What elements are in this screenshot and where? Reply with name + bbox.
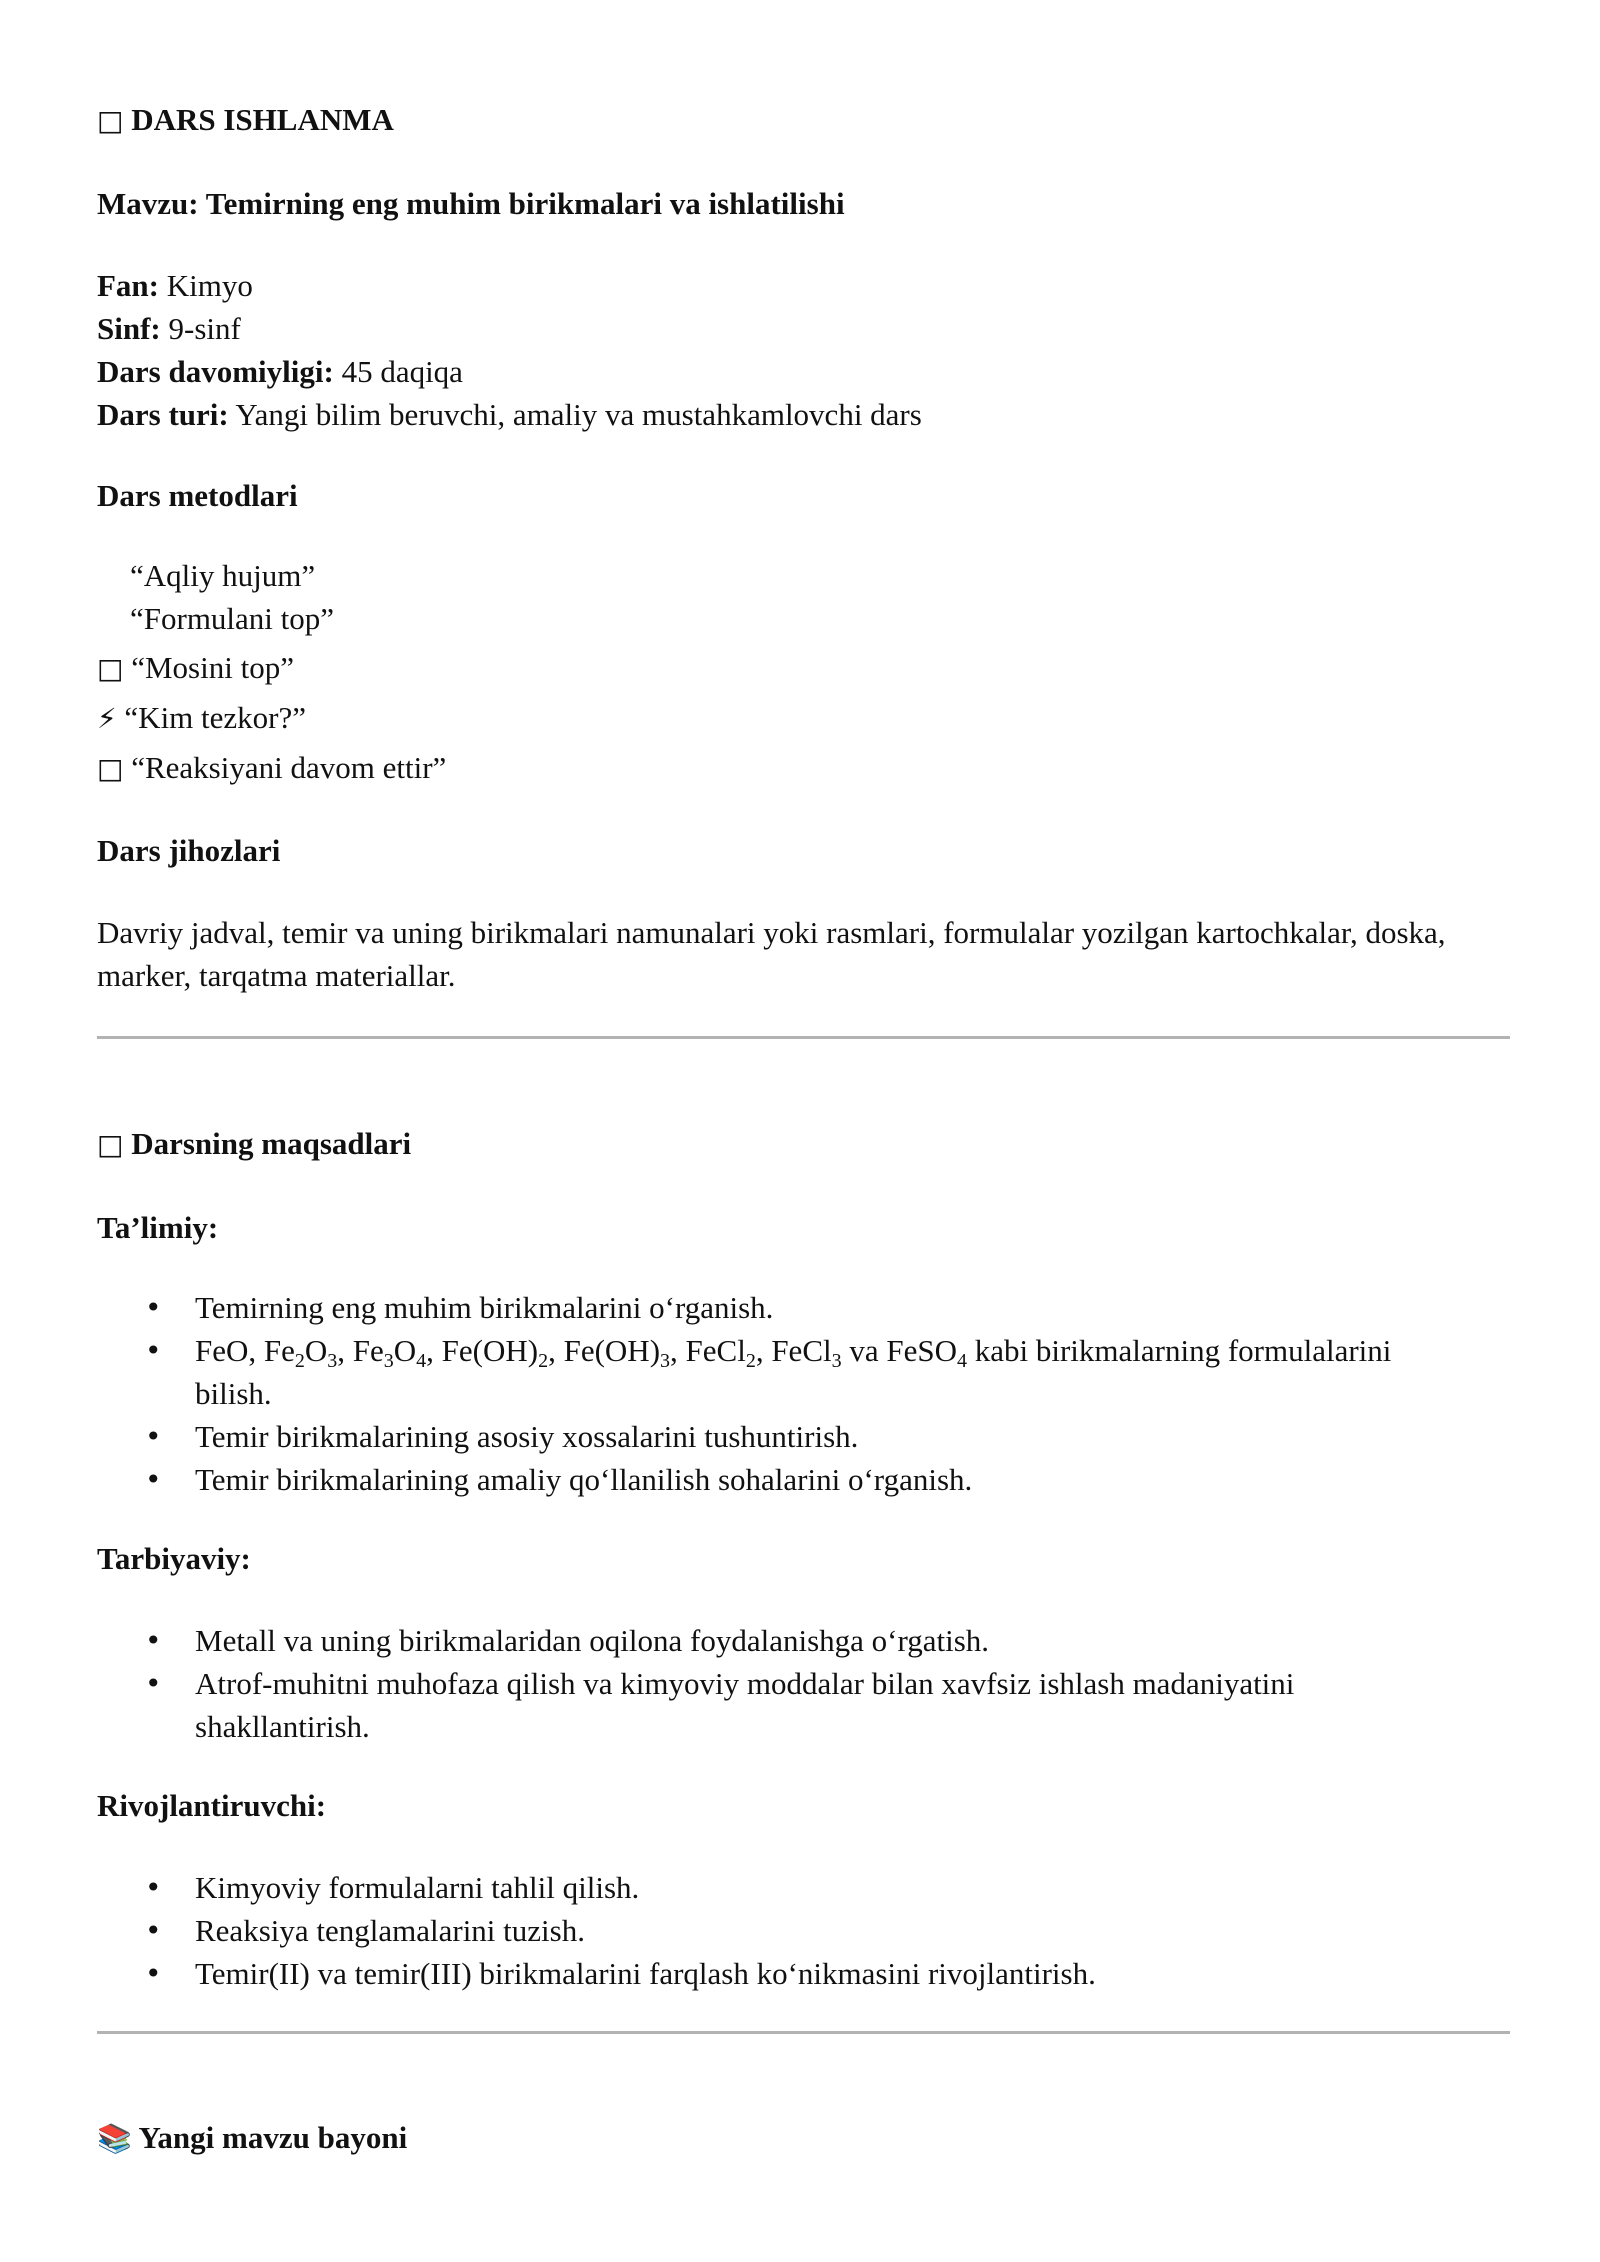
books-icon: 📚 xyxy=(97,2122,132,2155)
topic-label: Mavzu: xyxy=(97,186,199,221)
info-subject xyxy=(97,268,253,304)
equipment-heading: Dars jihozlari xyxy=(97,833,281,868)
info-label: Sinf: xyxy=(97,311,161,346)
list-item xyxy=(97,1415,1517,1458)
formula-part: , Fe xyxy=(337,1333,384,1368)
method-item xyxy=(130,601,334,637)
method-item xyxy=(97,700,306,737)
method-text: “Reaksiyani davom ettir” xyxy=(131,750,447,785)
developmental-list xyxy=(97,1866,1517,1995)
info-lesson-type xyxy=(97,397,922,433)
missing-glyph-icon: □ xyxy=(97,652,124,685)
new-topic-heading-text: Yangi mavzu bayoni xyxy=(138,2120,408,2155)
new-topic-heading xyxy=(97,2120,407,2157)
formula-tail: kabi birikmalarning formulalarini xyxy=(967,1333,1392,1368)
list-item xyxy=(97,1286,1517,1329)
subscript: 3 xyxy=(327,1350,338,1372)
topic-line xyxy=(97,186,845,222)
list-item-text: Temir birikmalarining amaliy qo‘llanilish sohalarini o‘rganish. xyxy=(195,1462,973,1497)
info-value: Yangi bilim beruvchi, amaliy va mustahkamlovchi dars xyxy=(235,397,922,432)
list-item xyxy=(97,1866,1517,1909)
formula-part: , Fe(OH) xyxy=(426,1333,539,1368)
equipment-text: Davriy jadval, temir va uning birikmalari namunalari yoki rasmlari, formulalar yozilgan kartochkalar, doska, marker, tarqatma materiallar. xyxy=(97,915,1446,993)
list-item xyxy=(97,1619,1517,1662)
target-icon: □ xyxy=(97,1128,124,1161)
title-text: DARS ISHLANMA xyxy=(131,102,394,137)
section-divider xyxy=(97,2031,1510,2034)
formula-part: va FeSO xyxy=(841,1333,957,1368)
subscript: 3 xyxy=(383,1350,394,1372)
info-label: Fan: xyxy=(97,268,159,303)
info-value: 45 daqiqa xyxy=(341,354,463,389)
educational-list xyxy=(97,1286,1517,1501)
formula-tail: bilish. xyxy=(195,1376,272,1411)
list-item-text: shakllantirish. xyxy=(195,1709,370,1744)
formula-part: , FeCl xyxy=(755,1333,832,1368)
lightning-icon: ⚡ xyxy=(97,702,117,735)
goals-heading xyxy=(97,1126,411,1163)
subscript: 4 xyxy=(416,1350,427,1372)
methods-heading: Dars metodlari xyxy=(97,478,298,513)
subscript: 3 xyxy=(831,1350,842,1372)
subscript: 2 xyxy=(538,1350,549,1372)
formula-part: O xyxy=(393,1333,417,1368)
list-item xyxy=(97,1909,1517,1952)
method-text: “Aqliy hujum” xyxy=(130,558,316,593)
info-value: 9-sinf xyxy=(168,311,241,346)
upbringing-heading: Tarbiyaviy: xyxy=(97,1541,251,1576)
method-text: “Formulani top” xyxy=(130,601,335,636)
info-value: Kimyo xyxy=(166,268,253,303)
developmental-heading: Rivojlantiruvchi: xyxy=(97,1788,327,1823)
subscript: 2 xyxy=(294,1350,305,1372)
list-item-text: Metall va uning birikmalaridan oqilona foydalanishga o‘rgatish. xyxy=(195,1623,990,1658)
missing-glyph-icon: □ xyxy=(97,752,124,785)
subscript: 4 xyxy=(957,1350,967,1372)
method-item xyxy=(97,750,446,787)
list-item-text: Temirning eng muhim birikmalarini o‘rganish. xyxy=(195,1290,774,1325)
formula-part: FeO, Fe xyxy=(195,1333,295,1368)
method-item xyxy=(130,558,315,594)
method-text: “Kim tezkor?” xyxy=(124,700,307,735)
list-item-text: Atrof-muhitni muhofaza qilish va kimyoviy moddalar bilan xavfsiz ishlash madaniyatini xyxy=(195,1666,1295,1701)
formula-part: , FeCl xyxy=(670,1333,746,1368)
list-item-text: Reaksiya tenglamalarini tuzish. xyxy=(195,1913,585,1948)
list-item-text: Kimyoviy formulalarni tahlil qilish. xyxy=(195,1870,640,1905)
document-icon: □ xyxy=(97,104,124,137)
section-divider xyxy=(97,1036,1510,1039)
formula-list-item xyxy=(97,1329,1517,1415)
formula-part: O xyxy=(304,1333,328,1368)
info-label: Dars davomiyligi: xyxy=(97,354,334,389)
subscript: 2 xyxy=(745,1350,756,1372)
list-item-text: Temir birikmalarining asosiy xossalarini tushuntirish. xyxy=(195,1419,859,1454)
list-item xyxy=(97,1662,1517,1748)
method-item xyxy=(97,650,294,687)
document-title xyxy=(97,102,394,139)
list-item-text: Temir(II) va temir(III) birikmalarini farqlash ko‘nikmasini rivojlantirish. xyxy=(195,1956,1096,1991)
method-text: “Mosini top” xyxy=(131,650,294,685)
subscript: 3 xyxy=(660,1350,671,1372)
info-duration xyxy=(97,354,463,390)
info-grade xyxy=(97,311,241,347)
educational-heading: Ta’limiy: xyxy=(97,1210,219,1245)
formula-part: , Fe(OH) xyxy=(548,1333,661,1368)
goals-heading-text: Darsning maqsadlari xyxy=(131,1126,412,1161)
upbringing-list xyxy=(97,1619,1517,1748)
topic-value: Temirning eng muhim birikmalari va ishlatilishi xyxy=(205,186,845,221)
list-item xyxy=(97,1952,1517,1995)
list-item xyxy=(97,1458,1517,1501)
info-label: Dars turi: xyxy=(97,397,229,432)
